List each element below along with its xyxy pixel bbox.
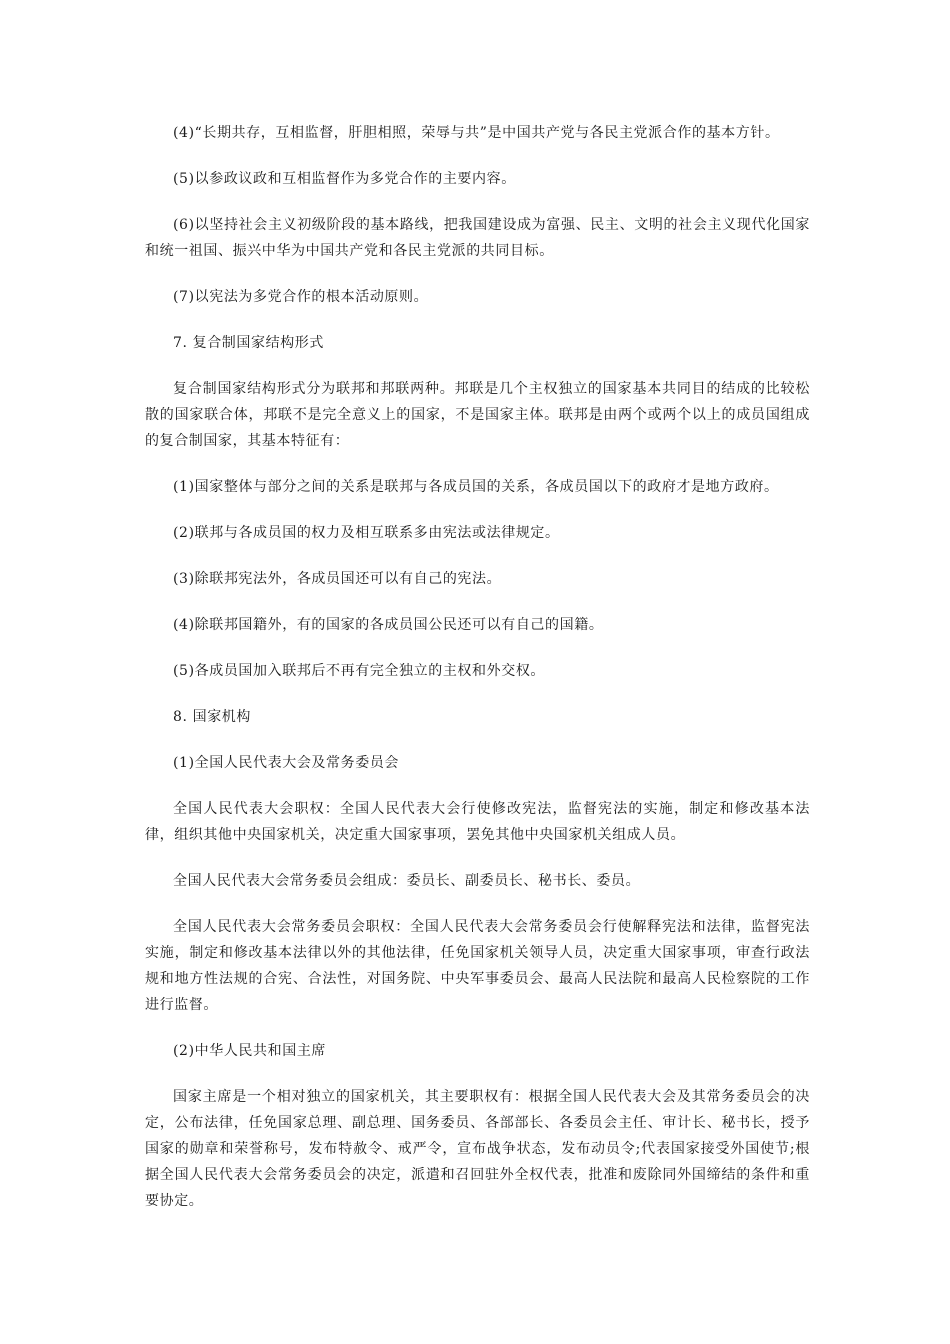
subsection-heading-president: (2)中华人民共和国主席: [173, 1043, 327, 1059]
section-heading-7: 7. 复合制国家结构形式: [173, 335, 325, 351]
section-heading-8: 8. 国家机构: [173, 709, 252, 725]
paragraph-principle-6: (6)以坚持社会主义初级阶段的基本路线，把我国建设成为富强、民主、文明的社会主义现代化国家和统一祖国、振兴中华为中国共产党和各民主党派的共同目标。: [145, 217, 810, 259]
paragraph-federal-feature-1: (1)国家整体与部分之间的关系是联邦与各成员国的关系，各成员国以下的政府才是地方政府。: [173, 479, 779, 495]
paragraph-principle-7: (7)以宪法为多党合作的根本活动原则。: [173, 289, 429, 305]
paragraph-federal-feature-2: (2)联邦与各成员国的权力及相互联系多由宪法或法律规定。: [173, 525, 560, 541]
paragraph-federal-feature-5: (5)各成员国加入联邦后不再有完全独立的主权和外交权。: [173, 663, 546, 679]
paragraph-principle-4: (4)“长期共存，互相监督，肝胆相照，荣辱与共”是中国共产党与各民主党派合作的基本方针。: [173, 125, 780, 141]
paragraph-npcsc-composition: 全国人民代表大会常务委员会组成：委员长、副委员长、秘书长、委员。: [173, 873, 641, 889]
paragraph-federal-feature-4: (4)除联邦国籍外，有的国家的各成员国公民还可以有自己的国籍。: [173, 617, 604, 633]
paragraph-principle-5: (5)以参政议政和互相监督作为多党合作的主要内容。: [173, 171, 516, 187]
subsection-heading-npc: (1)全国人民代表大会及常务委员会: [173, 755, 400, 771]
paragraph-npcsc-powers: 全国人民代表大会常务委员会职权：全国人民代表大会常务委员会行使解释宪法和法律，监督宪法实施，制定和修改基本法律以外的其他法律，任免国家机关领导人员，决定重大国家事项，审查行政法规和地方性法规的合宪、合法性，对国务院、中央军事委员会、最高人民法院和最高人民检察院的工作进行监督。: [145, 919, 810, 1013]
paragraph-federal-feature-3: (3)除联邦宪法外，各成员国还可以有自己的宪法。: [173, 571, 502, 587]
paragraph-president-powers: 国家主席是一个相对独立的国家机关，其主要职权有：根据全国人民代表大会及其常务委员会的决定，公布法律，任免国家总理、副总理、国务委员、各部部长、各委员会主任、审计长、秘书长，授予国家的勋章和荣誉称号，发布特赦令、戒严令，宣布战争状态，发布动员令;代表国家接受外国使节;根据全国人民代表大会常务委员会的决定，派遣和召回驻外全权代表，批准和废除同外国缔结的条件和重要协定。: [145, 1089, 810, 1209]
document-body: [145, 120, 810, 1234]
paragraph-npc-powers: 全国人民代表大会职权：全国人民代表大会行使修改宪法，监督宪法的实施，制定和修改基本法律，组织其他中央国家机关，决定重大国家事项，罢免其他中央国家机关组成人员。: [145, 801, 810, 843]
paragraph-composite-state-intro: 复合制国家结构形式分为联邦和邦联两种。邦联是几个主权独立的国家基本共同目的结成的比较松散的国家联合体，邦联不是完全意义上的国家，不是国家主体。联邦是由两个或两个以上的成员国组成的复合制国家，其基本特征有：: [145, 381, 810, 449]
